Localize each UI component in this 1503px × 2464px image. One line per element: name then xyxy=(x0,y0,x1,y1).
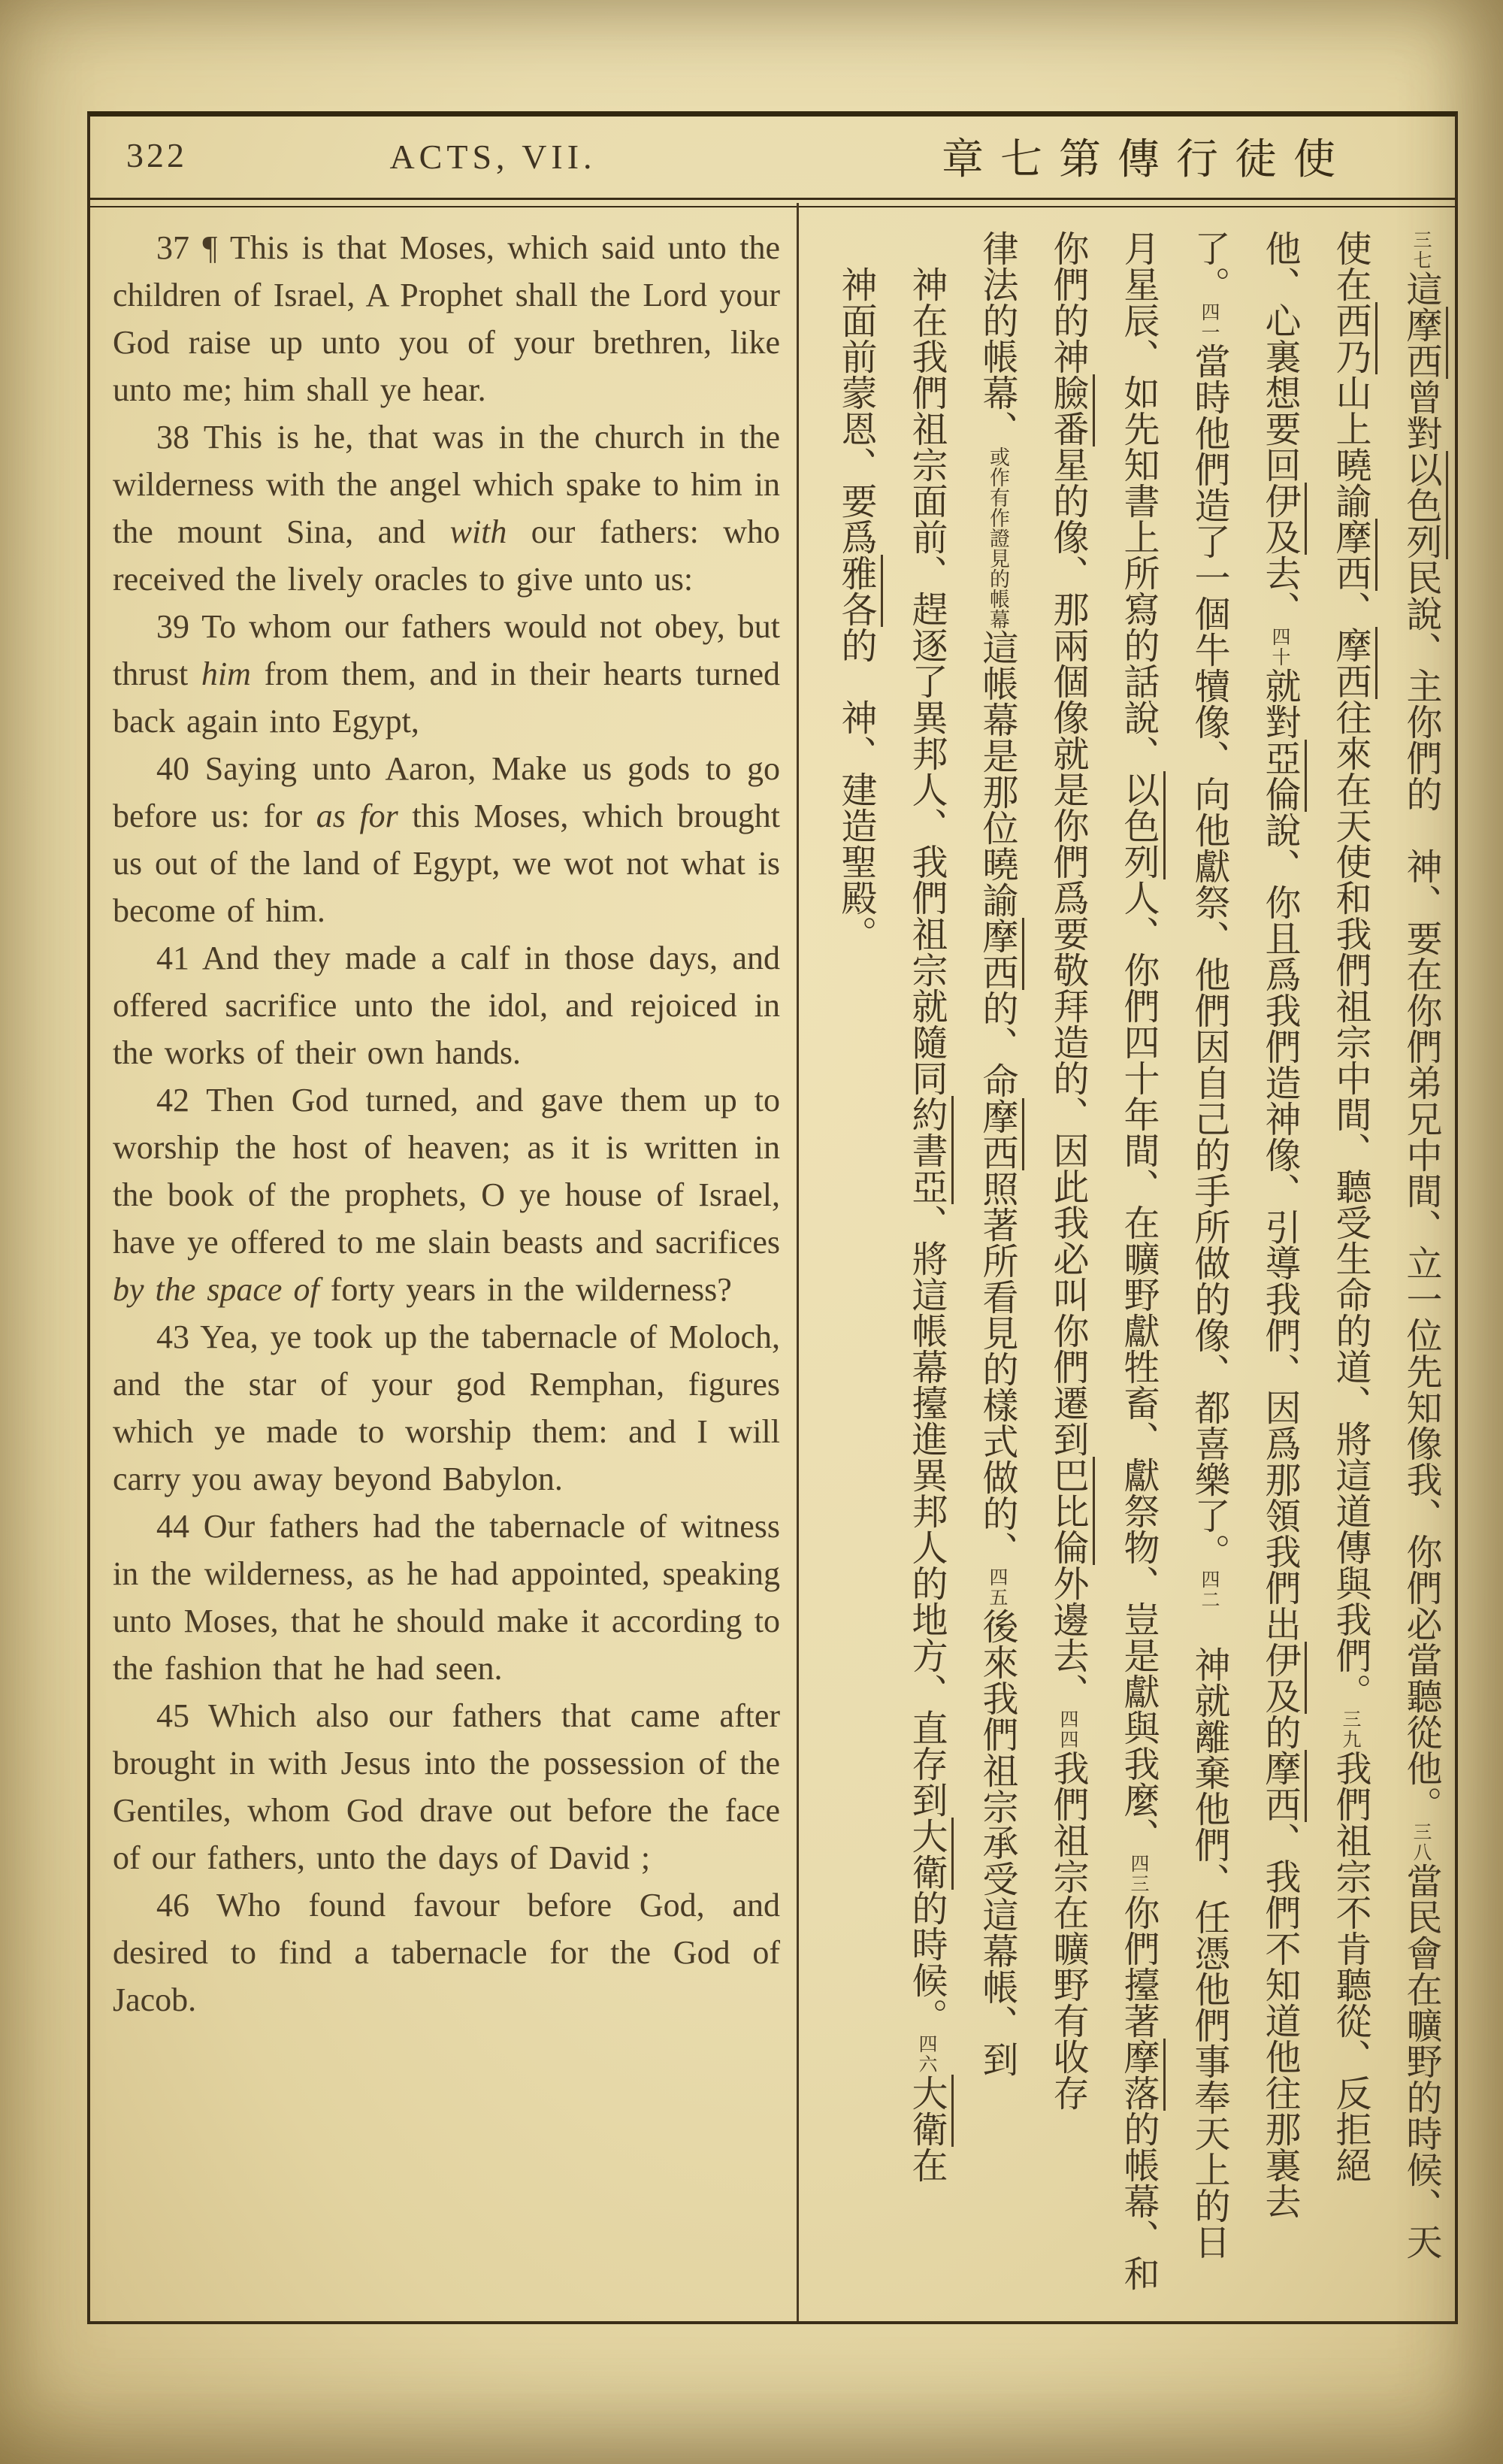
proper-name: 摩西 xyxy=(1329,627,1377,699)
text-run: 你們擡著 xyxy=(1117,1894,1160,2039)
text-run: 42 Then God turned, and gave them up to worship the host of heaven; as it is written in the book of the prophets, O ye house of Israel, have ye offered to me slain beasts and sacrifices xyxy=(113,1082,780,1261)
running-header xyxy=(87,111,1458,200)
text-run: 43 Yea, ye took up the tabernacle of Moloch, and the star of your god Remphan, figures which ye made to worship them: and I will carry you away beyond Babylon. xyxy=(113,1318,780,1497)
text-run: 外邊去、 xyxy=(1047,1565,1089,1709)
verse-paragraph xyxy=(113,603,780,745)
chinese-column xyxy=(1315,230,1386,2296)
text-run: 這 xyxy=(1400,271,1442,307)
proper-name: 伊及 xyxy=(1259,483,1307,555)
text-run: 他、心裏想要回 xyxy=(1259,230,1301,483)
text-run: 45 Which also our fathers that came after brought in with Jesus into the possession of the Gentiles, whom God drave out before the face of our fathers, unto the days of David ; xyxy=(113,1697,780,1876)
chinese-column xyxy=(821,230,891,2296)
chinese-column xyxy=(1386,230,1456,2296)
text-run: 星的像、那兩個像就是你們爲要敬拜造的、因此我必叫你們遷到 xyxy=(1047,446,1089,1457)
text-run: 說、你且爲我們造神像、引導我們、因爲那領我們出 xyxy=(1259,812,1301,1642)
text-run: 的、命 xyxy=(976,990,1018,1098)
verse-paragraph xyxy=(113,224,780,413)
proper-name: 巴比倫 xyxy=(1047,1457,1095,1565)
verse-paragraph xyxy=(113,1076,780,1313)
text-run: 月星辰、如先知書上所寫的話說、 xyxy=(1117,230,1160,771)
header-title-chinese: 章七第傳行徒使 xyxy=(942,135,1352,184)
text-run: 的帳幕、和 xyxy=(1117,2111,1160,2291)
text-run: 38 This is he, that was in the church in the wilderness with the angel which spake to him in the mount Sina, and xyxy=(113,419,780,550)
text-run: 當民會在曠野的時候、天 xyxy=(1400,1863,1442,2260)
text-run: 44 Our fathers had the tabernacle of witness in the wilderness, as he had appointed, speaking unto Moses, that he should make it according to the fashion that he had seen. xyxy=(113,1508,780,1687)
text-run: 曾對 xyxy=(1400,379,1442,451)
chinese-column xyxy=(1244,230,1315,2296)
header-rule xyxy=(87,206,1458,207)
english-text-column xyxy=(113,224,780,2024)
text-run: 民說、主你們的 神、要在你們弟兄中間、立一位先知像我、你們必當聽從他。 xyxy=(1400,559,1442,1822)
verse-paragraph xyxy=(113,1313,780,1503)
italic-text: as for xyxy=(316,798,398,834)
italic-text: with xyxy=(449,513,507,550)
italic-text: him xyxy=(201,655,251,692)
chinese-column xyxy=(891,230,962,2296)
proper-name: 大衛 xyxy=(906,2075,954,2147)
text-run: 神在我們祖宗面前、趕逐了異邦人、我們祖宗就隨同 xyxy=(906,230,948,1096)
verse-number-marker: 四一 xyxy=(1199,302,1220,343)
text-run: 41 And they made a calf in those days, and offered sacrifice unto the idol, and rejoiced in the works of their own hands. xyxy=(113,940,780,1071)
text-run: 我們祖宗不肯聽從、反拒絕 xyxy=(1329,1750,1371,2183)
text-run: 了。 xyxy=(1188,230,1230,302)
chinese-column xyxy=(1174,230,1244,2296)
proper-name: 摩西 xyxy=(1259,1750,1307,1822)
text-run: 、我們不知道他往那裏去 xyxy=(1259,1822,1301,2219)
header-title-english: ACTS, VII. xyxy=(389,138,597,176)
verse-number-marker: 三八 xyxy=(1411,1822,1432,1863)
text-run: 我們祖宗在曠野有收存 xyxy=(1047,1750,1089,2111)
verse-paragraph xyxy=(113,934,780,1076)
marginal-note: 或作有作證見的帳幕 xyxy=(986,446,1009,629)
text-run: 後來我們祖宗承受這幕帳、到 xyxy=(976,1608,1018,2077)
text-run: 在 xyxy=(906,2147,948,2183)
verse-number-marker: 三九 xyxy=(1340,1709,1362,1750)
text-run: 神面前蒙恩、要爲 xyxy=(835,230,877,555)
text-run: 山上曉諭 xyxy=(1329,374,1371,519)
proper-name: 臉番 xyxy=(1047,374,1095,446)
text-run: 這帳幕是那位曉諭 xyxy=(976,629,1018,918)
text-run: this Moses, which brought us out of the land of Egypt, we wot not what is become of him. xyxy=(113,798,780,929)
proper-name: 摩西 xyxy=(1329,519,1377,591)
proper-name: 亞倫 xyxy=(1259,740,1307,812)
text-run: 40 Saying unto Aaron, Make us gods to go before us: for xyxy=(113,750,780,834)
text-run: 46 Who found favour before God, and desired to find a tabernacle for the God of Jacob. xyxy=(113,1887,780,2018)
page-number: 322 xyxy=(126,136,187,174)
text-run: 照著所看見的樣式做的、 xyxy=(976,1170,1018,1567)
proper-name: 摩西 xyxy=(976,918,1024,990)
verse-number-marker: 四十 xyxy=(1269,627,1291,667)
verse-number-marker: 四二 xyxy=(1199,1570,1220,1610)
proper-name: 以色列 xyxy=(1400,451,1448,559)
verse-paragraph xyxy=(113,1881,780,2024)
verse-number-marker: 四六 xyxy=(916,2034,938,2075)
text-run: 的 神、建造聖殿。 xyxy=(835,627,877,952)
proper-name: 伊及 xyxy=(1259,1642,1307,1714)
verse-paragraph xyxy=(113,1503,780,1692)
text-run: 的時候。 xyxy=(906,1890,948,2034)
proper-name: 摩西 xyxy=(976,1098,1024,1170)
verse-paragraph xyxy=(113,413,780,603)
text-run: 去、 xyxy=(1259,555,1301,627)
proper-name: 以色列 xyxy=(1117,771,1166,879)
verse-paragraph xyxy=(113,745,780,934)
column-divider xyxy=(797,203,799,2321)
text-run: 你們的神 xyxy=(1047,230,1089,374)
proper-name: 大衛 xyxy=(906,1818,954,1890)
text-run: 、將這帳幕擡進異邦人的地方、直存到 xyxy=(906,1204,948,1818)
proper-name: 摩西 xyxy=(1400,307,1448,379)
text-run: 往來在天使和我們祖宗中間、聽受生命的道、將這道傳與我們。 xyxy=(1329,699,1371,1709)
text-run: 的 xyxy=(1259,1714,1301,1750)
verse-number-marker: 四五 xyxy=(987,1567,1009,1608)
text-run: our fathers: who received the lively oracles to give unto us: xyxy=(113,513,780,598)
proper-name: 約書亞 xyxy=(906,1096,954,1204)
text-run: 、 xyxy=(1329,591,1371,627)
text-run: 37 ¶ This is that Moses, which said unto the children of Israel, A Prophet shall the Lord your God raise up unto you of your brethren, like unto me; him shall ye hear. xyxy=(113,229,780,408)
text-run: 律法的帳幕、 xyxy=(976,230,1018,446)
text-run: from them, and in their hearts turned back again into Egypt, xyxy=(113,655,780,740)
text-run: forty years in the wilderness? xyxy=(319,1271,732,1308)
text-run: 就對 xyxy=(1259,667,1301,740)
text-run: 神就離棄他們、任憑他們事奉天上的日 xyxy=(1188,1610,1230,2260)
text-run: 人、你們四十年間、在曠野獻牲畜、獻祭物、豈是獻與我麼、 xyxy=(1117,879,1160,1854)
verse-number-marker: 四三 xyxy=(1128,1854,1150,1894)
text-run: 使在 xyxy=(1329,230,1371,302)
verse-paragraph xyxy=(113,1692,780,1881)
text-run: 當時他們造了一個牛犢像、向他獻祭、他們因自己的手所做的像、都喜樂了。 xyxy=(1188,343,1230,1570)
proper-name: 摩落 xyxy=(1117,2039,1166,2111)
chinese-column xyxy=(1033,230,1103,2296)
verse-number-marker: 三七 xyxy=(1411,230,1432,271)
text-run: 39 To whom our fathers would not obey, but thrust xyxy=(113,608,780,692)
verse-number-marker: 四四 xyxy=(1057,1709,1079,1750)
chinese-column xyxy=(1103,230,1174,2296)
proper-name: 西乃 xyxy=(1329,302,1377,374)
italic-text: by the space of xyxy=(113,1271,319,1308)
chinese-text-column xyxy=(816,230,1456,2296)
chinese-column xyxy=(962,230,1033,2296)
proper-name: 雅各 xyxy=(835,555,883,627)
